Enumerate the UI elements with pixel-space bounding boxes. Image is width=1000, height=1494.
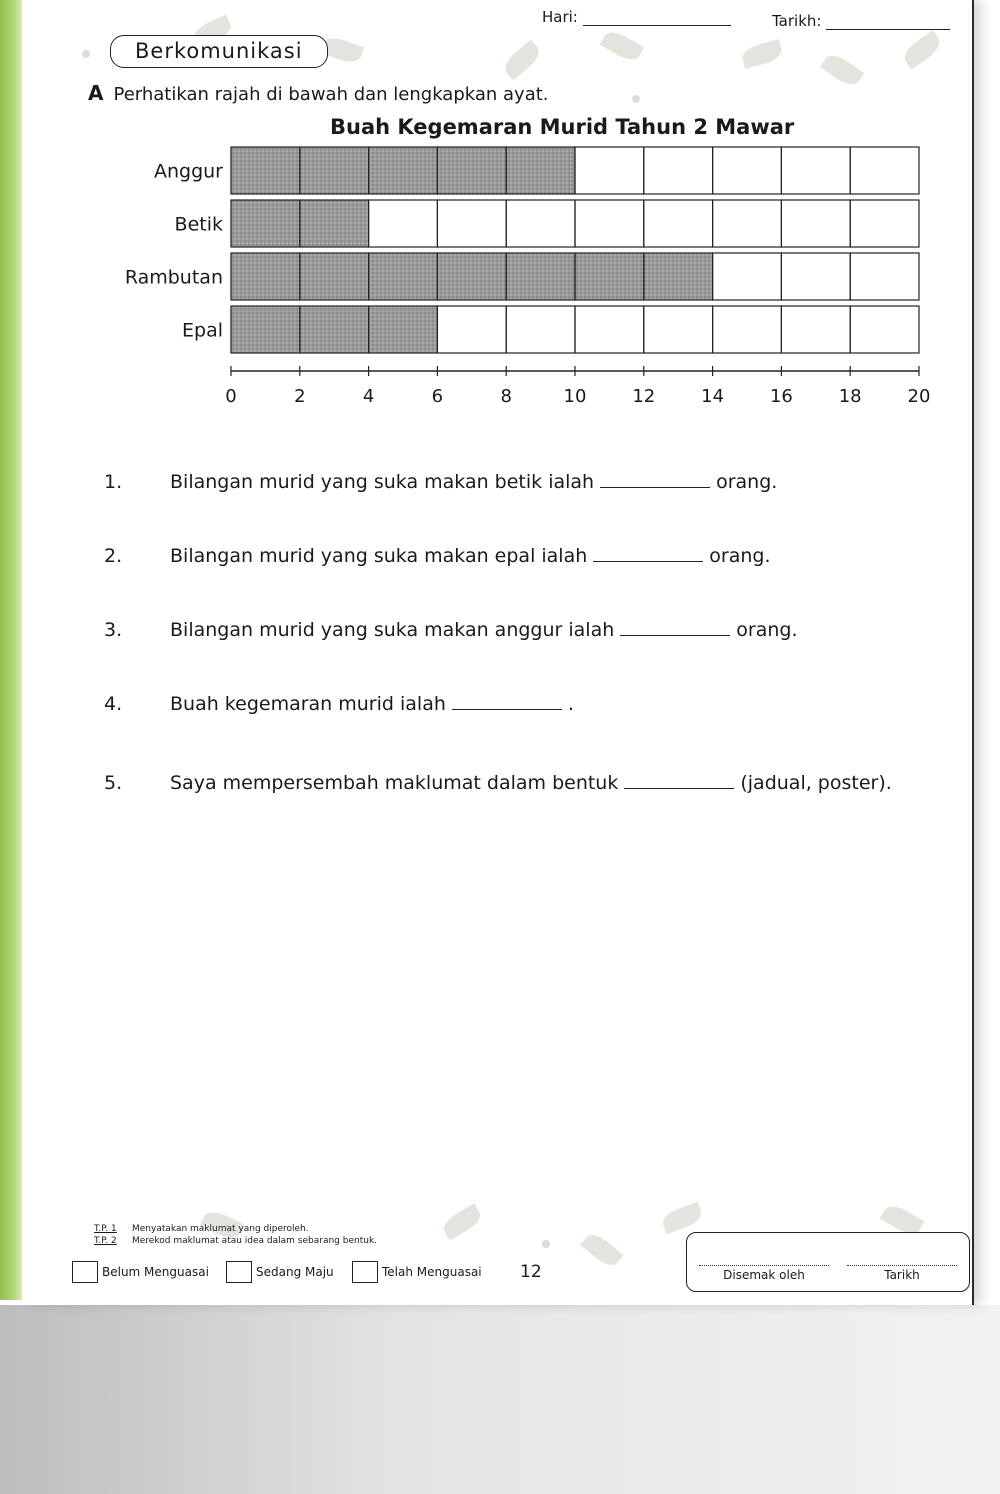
level-sedang-maju[interactable] [226, 1261, 334, 1283]
section-heading [88, 81, 549, 105]
grid-cell [850, 200, 919, 247]
question-number: 4. [104, 693, 123, 715]
question-number: 3. [104, 619, 123, 641]
grid-cell [713, 253, 782, 300]
x-tick-label: 4 [362, 386, 375, 407]
grid-cell [781, 147, 850, 194]
dot-decoration [82, 50, 90, 58]
grid-cell [713, 147, 782, 194]
question-text: Bilangan murid yang suka makan betik ialah [170, 471, 595, 493]
day-blank[interactable] [583, 25, 731, 26]
level-belum-menguasai[interactable] [72, 1261, 209, 1283]
x-tick-label: 6 [431, 386, 444, 407]
grid-cell [506, 306, 575, 353]
grid-cell [713, 306, 782, 353]
tp-text: Merekod maklumat atau idea dalam sebarang bentuk. [132, 1236, 378, 1246]
question-text: Buah kegemaran murid ialah [170, 693, 446, 715]
leaf-decoration [820, 50, 864, 89]
grid-cell [437, 306, 506, 353]
x-tick-label: 14 [701, 386, 725, 407]
scan-background [0, 1305, 1000, 1494]
question-text: Bilangan murid yang suka makan anggur ialah [170, 619, 615, 641]
grid-cell [575, 306, 644, 353]
question-5 [104, 772, 892, 794]
x-tick-label: 10 [563, 386, 587, 407]
grid-cell [781, 306, 850, 353]
question-text: Saya mempersembah maklumat dalam bentuk [170, 772, 619, 794]
grid-cell [850, 147, 919, 194]
grid-cell [850, 253, 919, 300]
question-suffix: (jadual, poster). [740, 772, 892, 794]
question-1 [104, 471, 777, 493]
date-label: Tarikh: [772, 12, 822, 30]
tp-descriptor-1 [94, 1224, 309, 1234]
answer-blank[interactable] [620, 635, 730, 636]
chart-title: Buah Kegemaran Murid Tahun 2 Mawar [330, 115, 795, 139]
grid-cell [781, 253, 850, 300]
bar-anggur [231, 147, 575, 194]
leaf-decoration [740, 39, 784, 69]
answer-blank[interactable] [624, 788, 734, 789]
question-suffix: orang. [716, 471, 778, 493]
x-tick-label: 12 [632, 386, 656, 407]
x-tick-label: 18 [838, 386, 862, 407]
level-telah-menguasai[interactable] [352, 1261, 482, 1283]
leaf-decoration [900, 30, 944, 69]
question-number: 1. [104, 471, 123, 493]
question-suffix: orang. [736, 619, 798, 641]
grid-cell [437, 200, 506, 247]
dot-decoration [542, 1240, 550, 1248]
checkbox[interactable] [226, 1261, 252, 1283]
dot-decoration [632, 95, 640, 103]
bar-rambutan [231, 253, 713, 300]
sign-date-label: Tarikh [847, 1265, 957, 1282]
tp-code: T.P. 2 [94, 1236, 117, 1246]
category-label: Epal [182, 319, 223, 342]
grid-cell [713, 200, 782, 247]
x-tick-label: 0 [225, 386, 237, 407]
leaf-decoration [580, 1229, 623, 1270]
question-number: 2. [104, 545, 123, 567]
category-label: Rambutan [124, 266, 223, 289]
grid-cell [781, 200, 850, 247]
signature-box [686, 1232, 970, 1292]
grid-cell [506, 200, 575, 247]
day-field[interactable] [542, 8, 731, 26]
leaf-decoration [660, 1202, 704, 1234]
checkbox[interactable] [72, 1261, 98, 1283]
bar-chart [100, 140, 940, 415]
category-label: Anggur [153, 160, 223, 183]
section-letter: A [88, 81, 104, 105]
tp-descriptor-2 [94, 1236, 377, 1246]
level-label: Sedang Maju [256, 1265, 334, 1279]
answer-blank[interactable] [593, 561, 703, 562]
question-4 [104, 693, 574, 715]
question-number: 5. [104, 772, 123, 794]
level-label: Telah Menguasai [382, 1265, 482, 1279]
checkbox[interactable] [352, 1261, 378, 1283]
date-field[interactable] [772, 12, 950, 30]
grid-cell [644, 147, 713, 194]
grid-cell [644, 200, 713, 247]
bar-epal [231, 306, 437, 353]
question-text: Bilangan murid yang suka makan epal ialah [170, 545, 588, 567]
answer-blank[interactable] [600, 487, 710, 488]
grid-cell [575, 147, 644, 194]
section-instruction: Perhatikan rajah di bawah dan lengkapkan ayat. [113, 84, 549, 105]
leaf-decoration [500, 39, 543, 80]
question-suffix: . [567, 693, 574, 715]
grid-cell [850, 306, 919, 353]
cover-green-edge [0, 0, 24, 1300]
tp-code: T.P. 1 [94, 1224, 117, 1234]
x-tick-label: 8 [500, 386, 512, 407]
page-number: 12 [520, 1262, 542, 1282]
category-label: Betik [174, 213, 223, 236]
x-tick-label: 2 [294, 386, 306, 407]
question-suffix: orang. [709, 545, 771, 567]
question-3 [104, 619, 798, 641]
checked-by-label: Disemak oleh [699, 1265, 829, 1282]
x-tick-label: 16 [769, 386, 793, 407]
grid-cell [575, 200, 644, 247]
grid-cell [369, 200, 438, 247]
tp-text: Menyatakan maklumat yang diperoleh. [132, 1224, 309, 1234]
leaf-decoration [440, 1203, 485, 1240]
level-label: Belum Menguasai [102, 1265, 209, 1279]
answer-blank[interactable] [452, 709, 562, 710]
grid-cell [644, 306, 713, 353]
leaf-decoration [600, 27, 645, 64]
day-label: Hari: [542, 8, 578, 26]
question-2 [104, 545, 771, 567]
date-blank[interactable] [826, 29, 950, 30]
skill-badge: Berkomunikasi [110, 35, 328, 68]
x-tick-label: 20 [907, 386, 931, 407]
